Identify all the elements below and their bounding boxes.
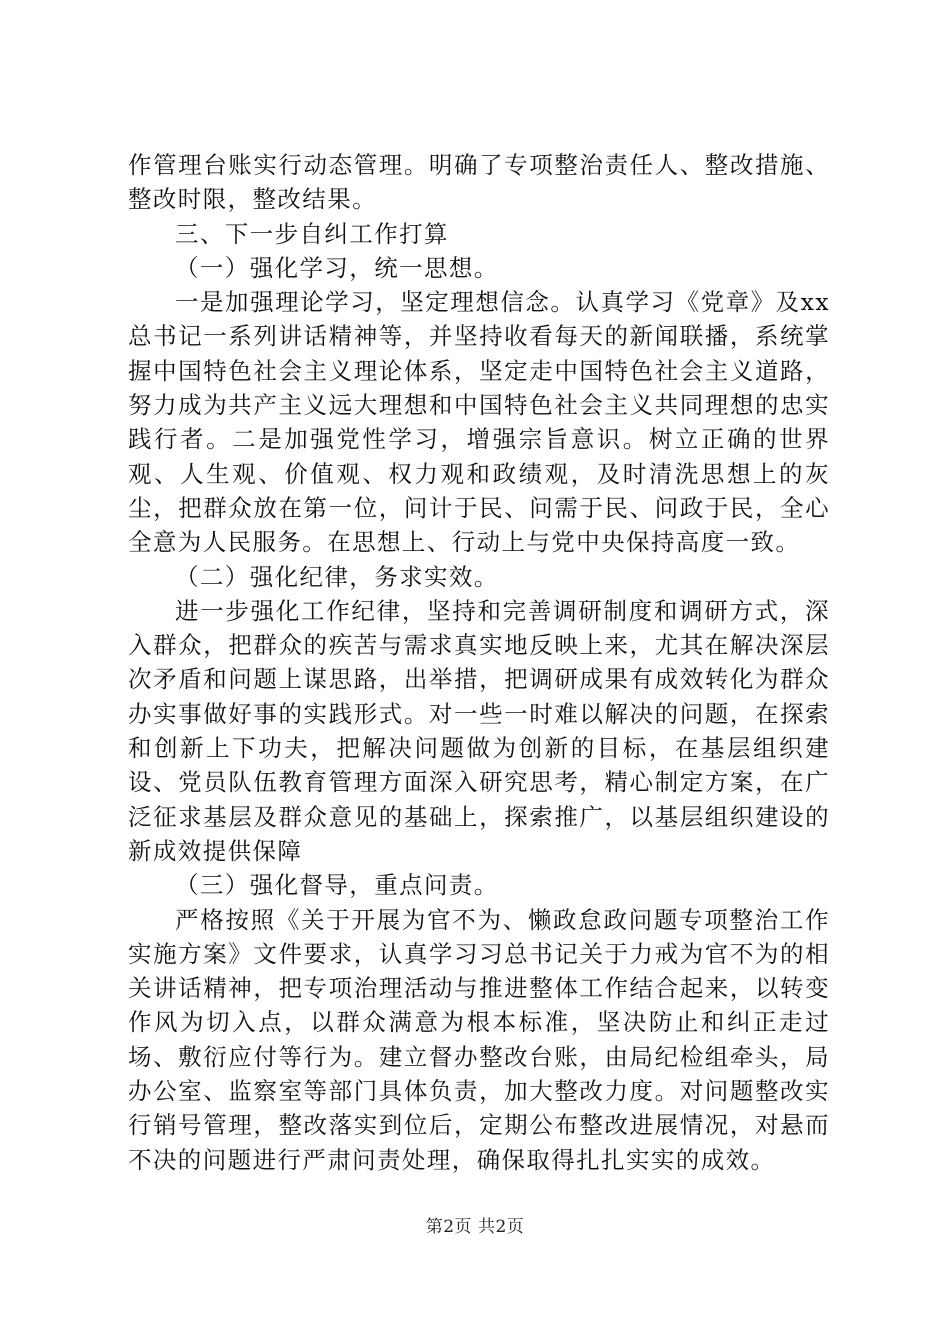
subheading-study: （一）强化学习，统一思想。 bbox=[175, 253, 499, 282]
paragraph-discipline: 进一步强化工作纪律，坚持和完善调研制度和调研方式，深入群众，把群众的疾苦与需求真实地反映上来，尤其在解决深层次矛盾和问题上谋思路，出举措，把调研成果有成效转化为群众办实事做好事的实践形式。对一些一时难以解决的问题，在探索和创新上下功夫，把解决问题做为创新的目标，在基层组织建设、党员队伍教育管理方面深入研究思考，精心制定方案，在广泛征求基层及群众意见的基础上，探索推广，以基层组织建设的新成效提供保障 bbox=[128, 596, 830, 865]
page-number: 第2页 bbox=[425, 1217, 473, 1237]
page-footer bbox=[0, 1216, 950, 1238]
section-heading-next-steps: 三、下一步自纠工作打算 bbox=[175, 219, 449, 248]
subheading-discipline: （二）强化纪律，务求实效。 bbox=[175, 562, 499, 591]
subheading-supervision: （三）强化督导，重点问责。 bbox=[175, 871, 499, 900]
page-total: 共2页 bbox=[477, 1217, 525, 1237]
paragraph-supervision: 严格按照《关于开展为官不为、懒政怠政问题专项整治工作实施方案》文件要求，认真学习习总书记关于力戒为官不为的相关讲话精神，把专项治理活动与推进整体工作结合起来，以转变作风为切入点，以群众满意为根本标准，坚决防止和纠正走过场、敷衍应付等行为。建立督办整改台账，由局纪检组牵头，局办公室、监察室等部门具体负责，加大整改力度。对问题整改实行销号管理，整改落实到位后，定期公布整改进展情况，对悬而不决的问题进行严肃问责处理，确保取得扎扎实实的成效。 bbox=[128, 905, 830, 1174]
document-body bbox=[128, 148, 830, 1177]
paragraph-continuation: 作管理台账实行动态管理。明确了专项整治责任人、整改措施、整改时限，整改结果。 bbox=[128, 151, 830, 214]
paragraph-study: 一是加强理论学习，坚定理想信念。认真学习《党章》及xx总书记一系列讲话精神等，并坚持收看每天的新闻联播，系统掌握中国特色社会主义理论体系，坚定走中国特色社会主义道路，努力成为共产主义远大理想和中国特色社会主义共同理想的忠实践行者。二是加强党性学习，增强宗旨意识。树立正确的世界观、人生观、价值观、权力观和政绩观，及时清洗思想上的灰尘，把群众放在第一位，问计于民、问需于民、问政于民，全心全意为人民服务。在思想上、行动上与党中央保持高度一致。 bbox=[128, 288, 830, 557]
